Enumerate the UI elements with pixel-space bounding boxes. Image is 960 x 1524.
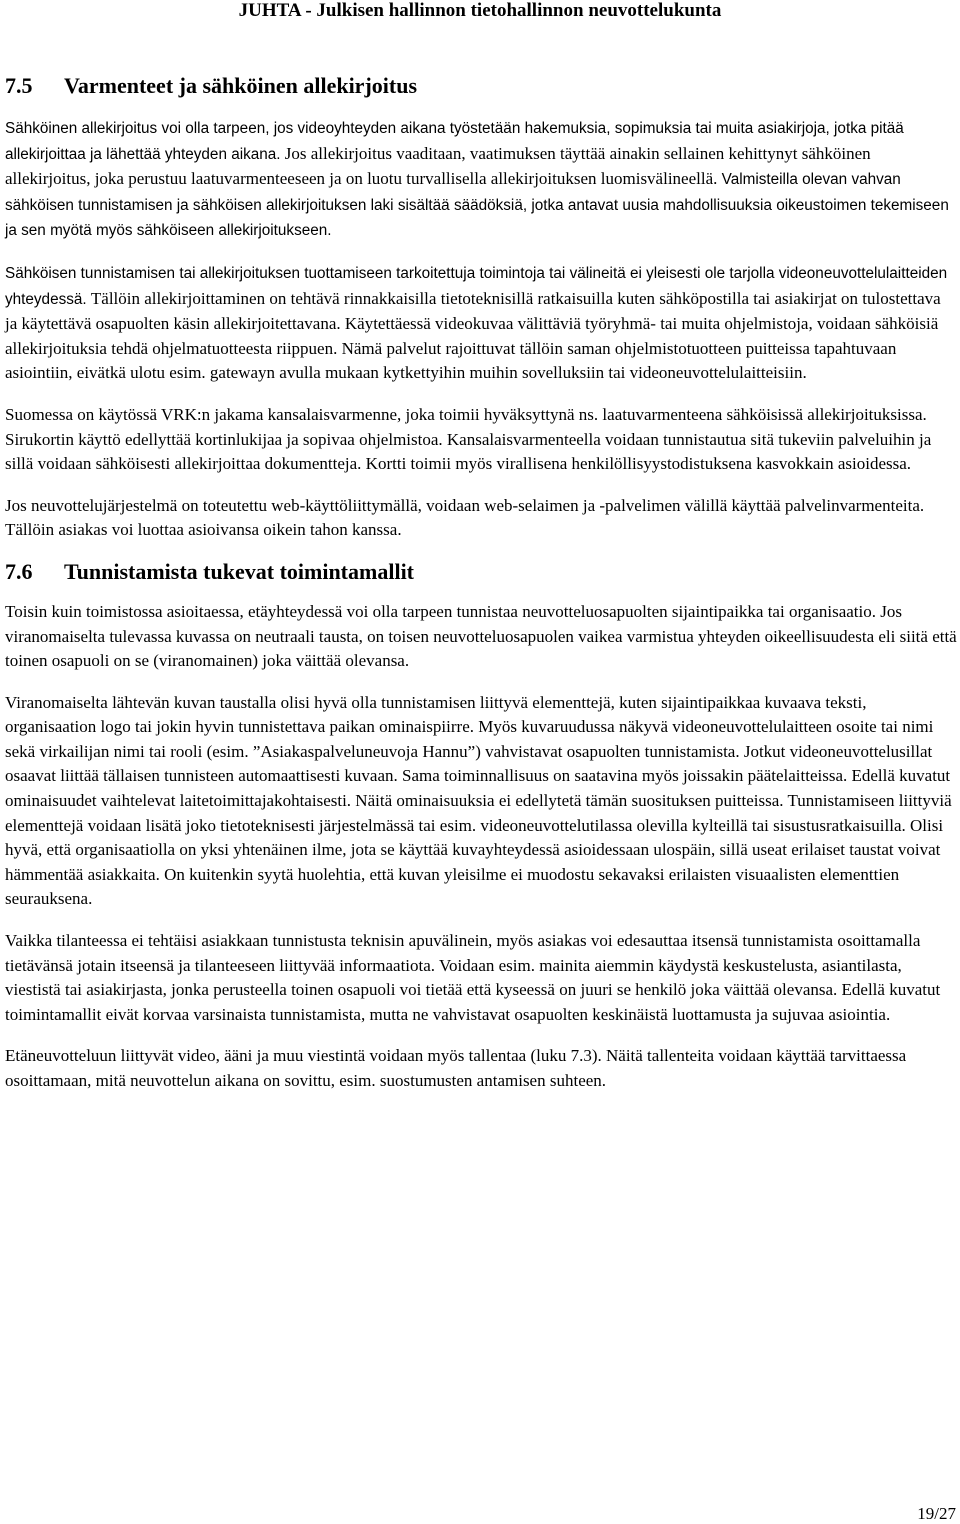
section-heading-7-6: [5, 560, 957, 584]
paragraph: Viranomaiselta lähtevän kuvan taustalla olisi hyvä olla tunnistamisen liittyvä elementtejä, kuten sijaintipaikkaa kuvaava teksti, organisaation logo tai jokin hyvin tunnistettava paikan ominaispiirre. Myös kuvaruudussa näkyvä videoneuvottelulaitteen osoite tai nimi sekä virkailijan nimi tai rooli (esim. ”Asiakaspalveluneuvoja Hannu”) vahvistavat osapuolten tunnistamista. Jotkut videoneuvottelusillat osaavat liittää tällaisen tunnisteen automaattisesti kuvaan. Sama toiminnallisuus on saatavina myös joissakin päätelaitteissa. Edellä kuvatut ominaisuudet vaihtelevat laitetoimittajakohtaisesti. Näitä ominaisuuksia ei edellytetä tämän suosituksen puitteissa. Tunnistamiseen liittyviä elementtejä voidaan lisätä joko tietoteknisesti järjestelmässä tai esim. videoneuvottelutilassa olevilla kylteillä tai sisustusratkaisuilla. Olisi hyvä, että organisaatiolla on yksi yhtenäinen ilme, jota se käyttää kuvayhteydessä asioidessaan ulospäin, sillä useat erilaiset taustat voivat hämmentää asiakkaita. On kuitenkin syytä huolehtia, että kuvan yleisilme ei muodostu sekavaksi erilaisten visuaalisten elementtien seurauksena.: [5, 692, 952, 909]
section-heading-7-5: [5, 74, 957, 98]
document-body: [5, 74, 957, 1111]
paragraph: Etäneuvotteluun liittyvät video, ääni ja muu viestintä voidaan myös tallentaa (luku 7.3). Näitä tallenteita voidaan käyttää tarvittaessa osoittamaan, mitä neuvottelun aikana on sovittu, esim. suostumusten antamisen suhteen.: [5, 1046, 907, 1090]
section-number: 7.5: [5, 73, 33, 98]
section-title: Tunnistamista tukevat toimintamallit: [64, 558, 415, 584]
page-number: 19/27: [917, 1504, 956, 1523]
paragraph: Suomessa on käytössä VRK:n jakama kansalaisvarmenne, joka toimii hyväksyttynä ns. laatuvarmenteena sähköisissä allekirjoituksissa. Sirukortin käyttö edellyttää kortinlukijaa ja sopivaa ohjelmistoa. Kansalaisvarmenteella voidaan tunnistautua sitä tukeviin palveluihin ja sillä voidaan sähköisesti allekirjoittaa dokumentteja. Kortti toimii myös virallisena henkilöllisyystodistuksena kasvokkain asioidessa.: [5, 404, 932, 474]
paragraph: Vaikka tilanteessa ei tehtäisi asiakkaan tunnistusta teknisin apuvälinein, myös asiakas voi edesauttaa itsensä tunnistamista osoittamalla tietävänsä jotain itseensä ja tilanteeseen liittyvää informaatiota. Voidaan esim. mainita aiemmin käydystä keskustelusta, asiantilasta, viestistä tai asiakirjasta, jonka perusteella toinen osapuoli voi tietää että kyseessä on juuri se henkilö joka väittää olevansa. Edellä kuvatut toimintamallit eivät korvaa varsinaista tunnistamista, mutta ne vahvistavat osapuolten keskinäistä luottamusta ja sujuvaa asiointia.: [5, 931, 941, 1024]
paragraph: [5, 116, 957, 244]
paragraph: Toisin kuin toimistossa asioitaessa, etäyhteydessä voi olla tarpeen tunnistaa neuvotteluosapuolten sijaintipaikka tai organisaatio. Jos viranomaiselta tulevassa kuvassa on neutraali tausta, on toisen neuvotteluosapuolen vaikea varmistua yhteyden oikeellisuudesta eli siitä että toinen osapuoli on se (viranomainen) joka väittää olevansa.: [5, 601, 957, 671]
paragraph-text-run: Sähköinen allekirjoitus voi olla tarpeen, jos videoyhteyden aikana työstetään hakemuksia, sopimuksia tai muita asiakirjoja, jotka pitää allekirjoittaa ja lähettää yhteyden aikana.: [5, 120, 904, 163]
section-number: 7.6: [5, 558, 33, 584]
paragraph-text-run: Jos allekirjoitus vaaditaan, vaatimuksen täyttää ainakin sellainen kehittynyt sähköinen allekirjoitus, joka perustuu laatuvarmenteeseen ja on luotu turvallisella allekirjoituksen luomisvälineellä.: [5, 143, 871, 189]
paragraph-text-run: Tällöin allekirjoittaminen on tehtävä rinnakkaisilla tietoteknisillä ratkaisuilla kuten sähköpostilla tai asiakirjat on tulostettava ja käytettävä osapuolten käsin allekirjoitettavana. Käytettäessä videokuvaa välittäviä työryhmä- tai muita ohjelmistoja, voidaan sähköisiä allekirjoituksia tehdä ohjelmatuotteesta riippuen. Nämä palvelut rajoittuvat tällöin saman ohjelmistotuotteen puitteissa tapahtuvaan asiointiin, eivätkä ulotu esim. gatewayn avulla mukaan kytkettyihin muihin sovelluksiin tai videoneuvottelulaitteisiin.: [5, 288, 941, 383]
page-header: JUHTA - Julkisen hallinnon tietohallinnon neuvottelukunta: [238, 0, 722, 21]
paragraph: Jos neuvottelujärjestelmä on toteutettu web-käyttöliittymällä, voidaan web-selaimen ja -palvelimen välillä käyttää palvelinvarmenteita. Tällöin asiakas voi luottaa asioivansa oikein tahon kanssa.: [5, 495, 925, 540]
paragraph-text-run: Valmisteilla olevan vahvan sähköisen tunnistamisen ja sähköisen allekirjoituksen laki sisältää säädöksiä, jotka antavat uusia mahdollisuuksia oikeustoimen tekemiseen ja sen myötä myös sähköiseen allekirjoitukseen.: [5, 171, 949, 240]
paragraph-text-run: Sähköisen tunnistamisen tai allekirjoituksen tuottamiseen tarkoitettuja toimintoja tai välineitä ei yleisesti ole tarjolla videoneuvottelulaitteiden yhteydessä.: [5, 264, 948, 308]
section-title: Varmenteet ja sähköinen allekirjoitus: [64, 73, 418, 98]
paragraph: [5, 261, 957, 386]
